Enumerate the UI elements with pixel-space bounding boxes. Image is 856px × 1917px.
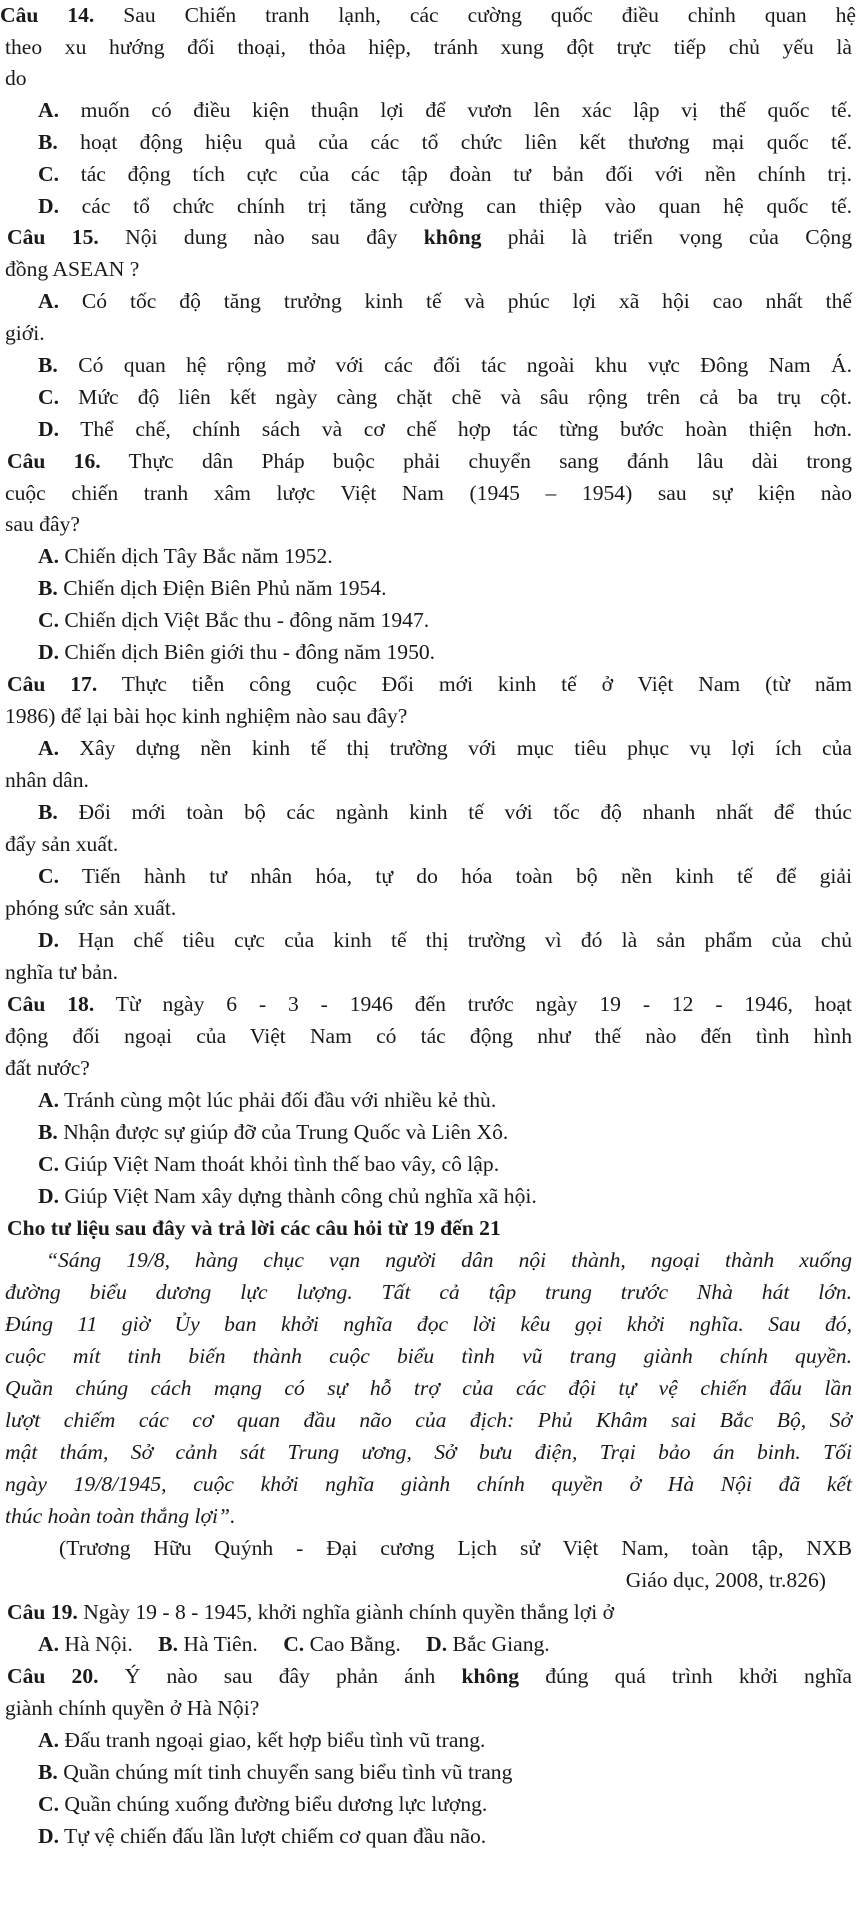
q18-stem-line-1: Câu 18. Từ ngày 6 - 3 - 1946 đến trước ngày 19 - 12 - 1946, hoạt xyxy=(7,992,852,1016)
passage-citation-2: Giáo dục, 2008, tr.826) xyxy=(625,1568,826,1592)
passage-line-7: mật thám, Sở cảnh sát Trung ương, Sở bưu điện, Trại bảo án binh. Tối xyxy=(5,1440,852,1464)
q19-option-c: C. Cao Bằng. xyxy=(283,1632,401,1656)
q18-option-a: A. Tránh cùng một lúc phải đối đầu với nhiều kẻ thù. xyxy=(38,1088,497,1112)
q15-option-d: D. Thể chế, chính sách và cơ chế hợp tác từng bước hoàn thiện hơn. xyxy=(38,417,852,441)
q14-number: Câu 14. xyxy=(0,3,95,27)
q14-stem-line-3: do xyxy=(5,66,27,90)
q17-stem-line-1: Câu 17. Thực tiễn công cuộc Đổi mới kinh tế ở Việt Nam (từ năm xyxy=(7,672,853,696)
q15-option-b: B. Có quan hệ rộng mở với các đối tác ngoài khu vực Đông Nam Á. xyxy=(38,353,852,377)
q20-option-b: B. Quần chúng mít tinh chuyển sang biểu tình vũ trang xyxy=(38,1760,513,1784)
q15-stem-line-2: đồng ASEAN ? xyxy=(5,257,140,281)
q18-stem-line-2: động đối ngoại của Việt Nam có tác động như thế nào đến tình hình xyxy=(5,1024,852,1048)
q18-option-b: B. Nhận được sự giúp đỡ của Trung Quốc và Liên Xô. xyxy=(38,1120,509,1144)
q19-options-row xyxy=(0,1629,856,1661)
q15-option-c: C. Mức độ liên kết ngày càng chặt chẽ và sâu rộng trên cả ba trụ cột. xyxy=(38,385,852,409)
q14-option-c: C. tác động tích cực của các tập đoàn tư bản đối với nền chính trị. xyxy=(38,162,852,186)
q19-number: Câu 19. xyxy=(7,1600,78,1624)
q20-option-a: A. Đấu tranh ngoại giao, kết hợp biểu tình vũ trang. xyxy=(38,1728,486,1752)
q16-option-d: D. Chiến dịch Biên giới thu - đông năm 1950. xyxy=(38,640,436,664)
q14-option-b: B. hoạt động hiệu quả của các tổ chức liên kết thương mại quốc tế. xyxy=(38,130,852,154)
q17-option-d-cont: nghĩa tư bản. xyxy=(5,960,119,984)
q16-number: Câu 16. xyxy=(7,449,101,473)
passage-line-6: lượt chiếm các cơ quan đầu não của địch: Phủ Khâm sai Bắc Bộ, Sở xyxy=(5,1408,852,1432)
q19-option-b: B. Hà Tiên. xyxy=(158,1632,258,1656)
passage-line-2: đường biểu dương lực lượng. Tất cả tập trung trước Nhà hát lớn. xyxy=(5,1280,852,1304)
passage-citation-1: (Trương Hữu Quýnh - Đại cương Lịch sử Việt Nam, toàn tập, NXB xyxy=(59,1536,852,1560)
q14-option-d: D. các tổ chức chính trị tăng cường can thiệp vào quan hệ quốc tế. xyxy=(38,194,852,218)
q16-option-a: A. Chiến dịch Tây Bắc năm 1952. xyxy=(38,544,333,568)
q17-option-c: C. Tiến hành tư nhân hóa, tự do hóa toàn bộ nền kinh tế để giải xyxy=(38,864,852,888)
q19-option-a: A. Hà Nội. xyxy=(38,1632,133,1656)
q17-option-b: B. Đổi mới toàn bộ các ngành kinh tế với tốc độ nhanh nhất để thúc xyxy=(38,800,852,824)
q17-option-a: A. Xây dựng nền kinh tế thị trường với mục tiêu phục vụ lợi ích của xyxy=(38,736,852,760)
q17-option-c-cont: phóng sức sản xuất. xyxy=(5,896,177,920)
q16-stem-line-1: Câu 16. Thực dân Pháp buộc phải chuyển sang đánh lâu dài trong xyxy=(7,449,852,473)
q17-number: Câu 17. xyxy=(7,672,98,696)
q16-option-b: B. Chiến dịch Điện Biên Phủ năm 1954. xyxy=(38,576,387,600)
q16-option-c: C. Chiến dịch Việt Bắc thu - đông năm 1947. xyxy=(38,608,430,632)
q16-stem-line-2: cuộc chiến tranh xâm lược Việt Nam (1945 – 1954) sau sự kiện nào xyxy=(5,481,852,505)
q17-stem-line-2: 1986) để lại bài học kinh nghiệm nào sau đây? xyxy=(5,704,408,728)
q15-number: Câu 15. xyxy=(7,225,99,249)
q20-option-d: D. Tự vệ chiến đấu lần lượt chiếm cơ quan đầu não. xyxy=(38,1824,487,1848)
passage-line-5: Quần chúng cách mạng có sự hỗ trợ của các đội tự vệ chiến đấu lần xyxy=(5,1376,852,1400)
q14-stem-line-1: Câu 14. Sau Chiến tranh lạnh, các cường quốc điều chỉnh quan hệ xyxy=(0,3,856,27)
q20-stem-line-1: Câu 20. Ý nào sau đây phản ánh không đúng quá trình khởi nghĩa xyxy=(7,1664,852,1688)
q18-stem-line-3: đất nước? xyxy=(5,1056,90,1080)
q20-number: Câu 20. xyxy=(7,1664,99,1688)
q20-stem-line-2: giành chính quyền ở Hà Nội? xyxy=(5,1696,260,1720)
q17-option-b-cont: đẩy sản xuất. xyxy=(5,832,119,856)
q17-option-d: D. Hạn chế tiêu cực của kinh tế thị trường vì đó là sản phẩm của chủ xyxy=(38,928,852,952)
q20-option-c: C. Quần chúng xuống đường biểu dương lực lượng. xyxy=(38,1792,488,1816)
passage-line-8: ngày 19/8/1945, cuộc khởi nghĩa giành chính quyền ở Hà Nội đã kết xyxy=(5,1472,852,1496)
passage-line-9: thúc hoàn toàn thắng lợi”. xyxy=(5,1504,236,1528)
q19-stem: Câu 19. Ngày 19 - 8 - 1945, khởi nghĩa giành chính quyền thắng lợi ở xyxy=(7,1600,615,1624)
q17-option-a-cont: nhân dân. xyxy=(5,768,89,792)
q14-option-a: A. muốn có điều kiện thuận lợi để vươn lên xác lập vị thế quốc tế. xyxy=(38,98,852,122)
passage-heading: Cho tư liệu sau đây và trả lời các câu hỏi từ 19 đến 21 xyxy=(7,1216,501,1240)
passage-line-3: Đúng 11 giờ Ủy ban khởi nghĩa đọc lời kêu gọi khởi nghĩa. Sau đó, xyxy=(5,1312,852,1336)
q14-stem-line-2: theo xu hướng đối thoại, thỏa hiệp, tránh xung đột trực tiếp chủ yếu là xyxy=(5,35,852,59)
q18-number: Câu 18. xyxy=(7,992,95,1016)
q15-option-a-cont: giới. xyxy=(5,321,45,345)
q18-option-c: C. Giúp Việt Nam thoát khỏi tình thế bao vây, cô lập. xyxy=(38,1152,500,1176)
q18-option-d: D. Giúp Việt Nam xây dựng thành công chủ nghĩa xã hội. xyxy=(38,1184,537,1208)
q15-option-a: A. Có tốc độ tăng trưởng kinh tế và phúc lợi xã hội cao nhất thế xyxy=(38,289,852,313)
q15-stem-line-1: Câu 15. Nội dung nào sau đây không phải là triển vọng của Cộng xyxy=(7,225,852,249)
q16-stem-line-3: sau đây? xyxy=(5,512,80,536)
q19-option-d: D. Bắc Giang. xyxy=(426,1632,550,1656)
passage-line-4: cuộc mít tinh biến thành cuộc biểu tình vũ trang giành chính quyền. xyxy=(5,1344,852,1368)
passage-line-1: “Sáng 19/8, hàng chục vạn người dân nội thành, ngoại thành xuống xyxy=(46,1248,852,1272)
